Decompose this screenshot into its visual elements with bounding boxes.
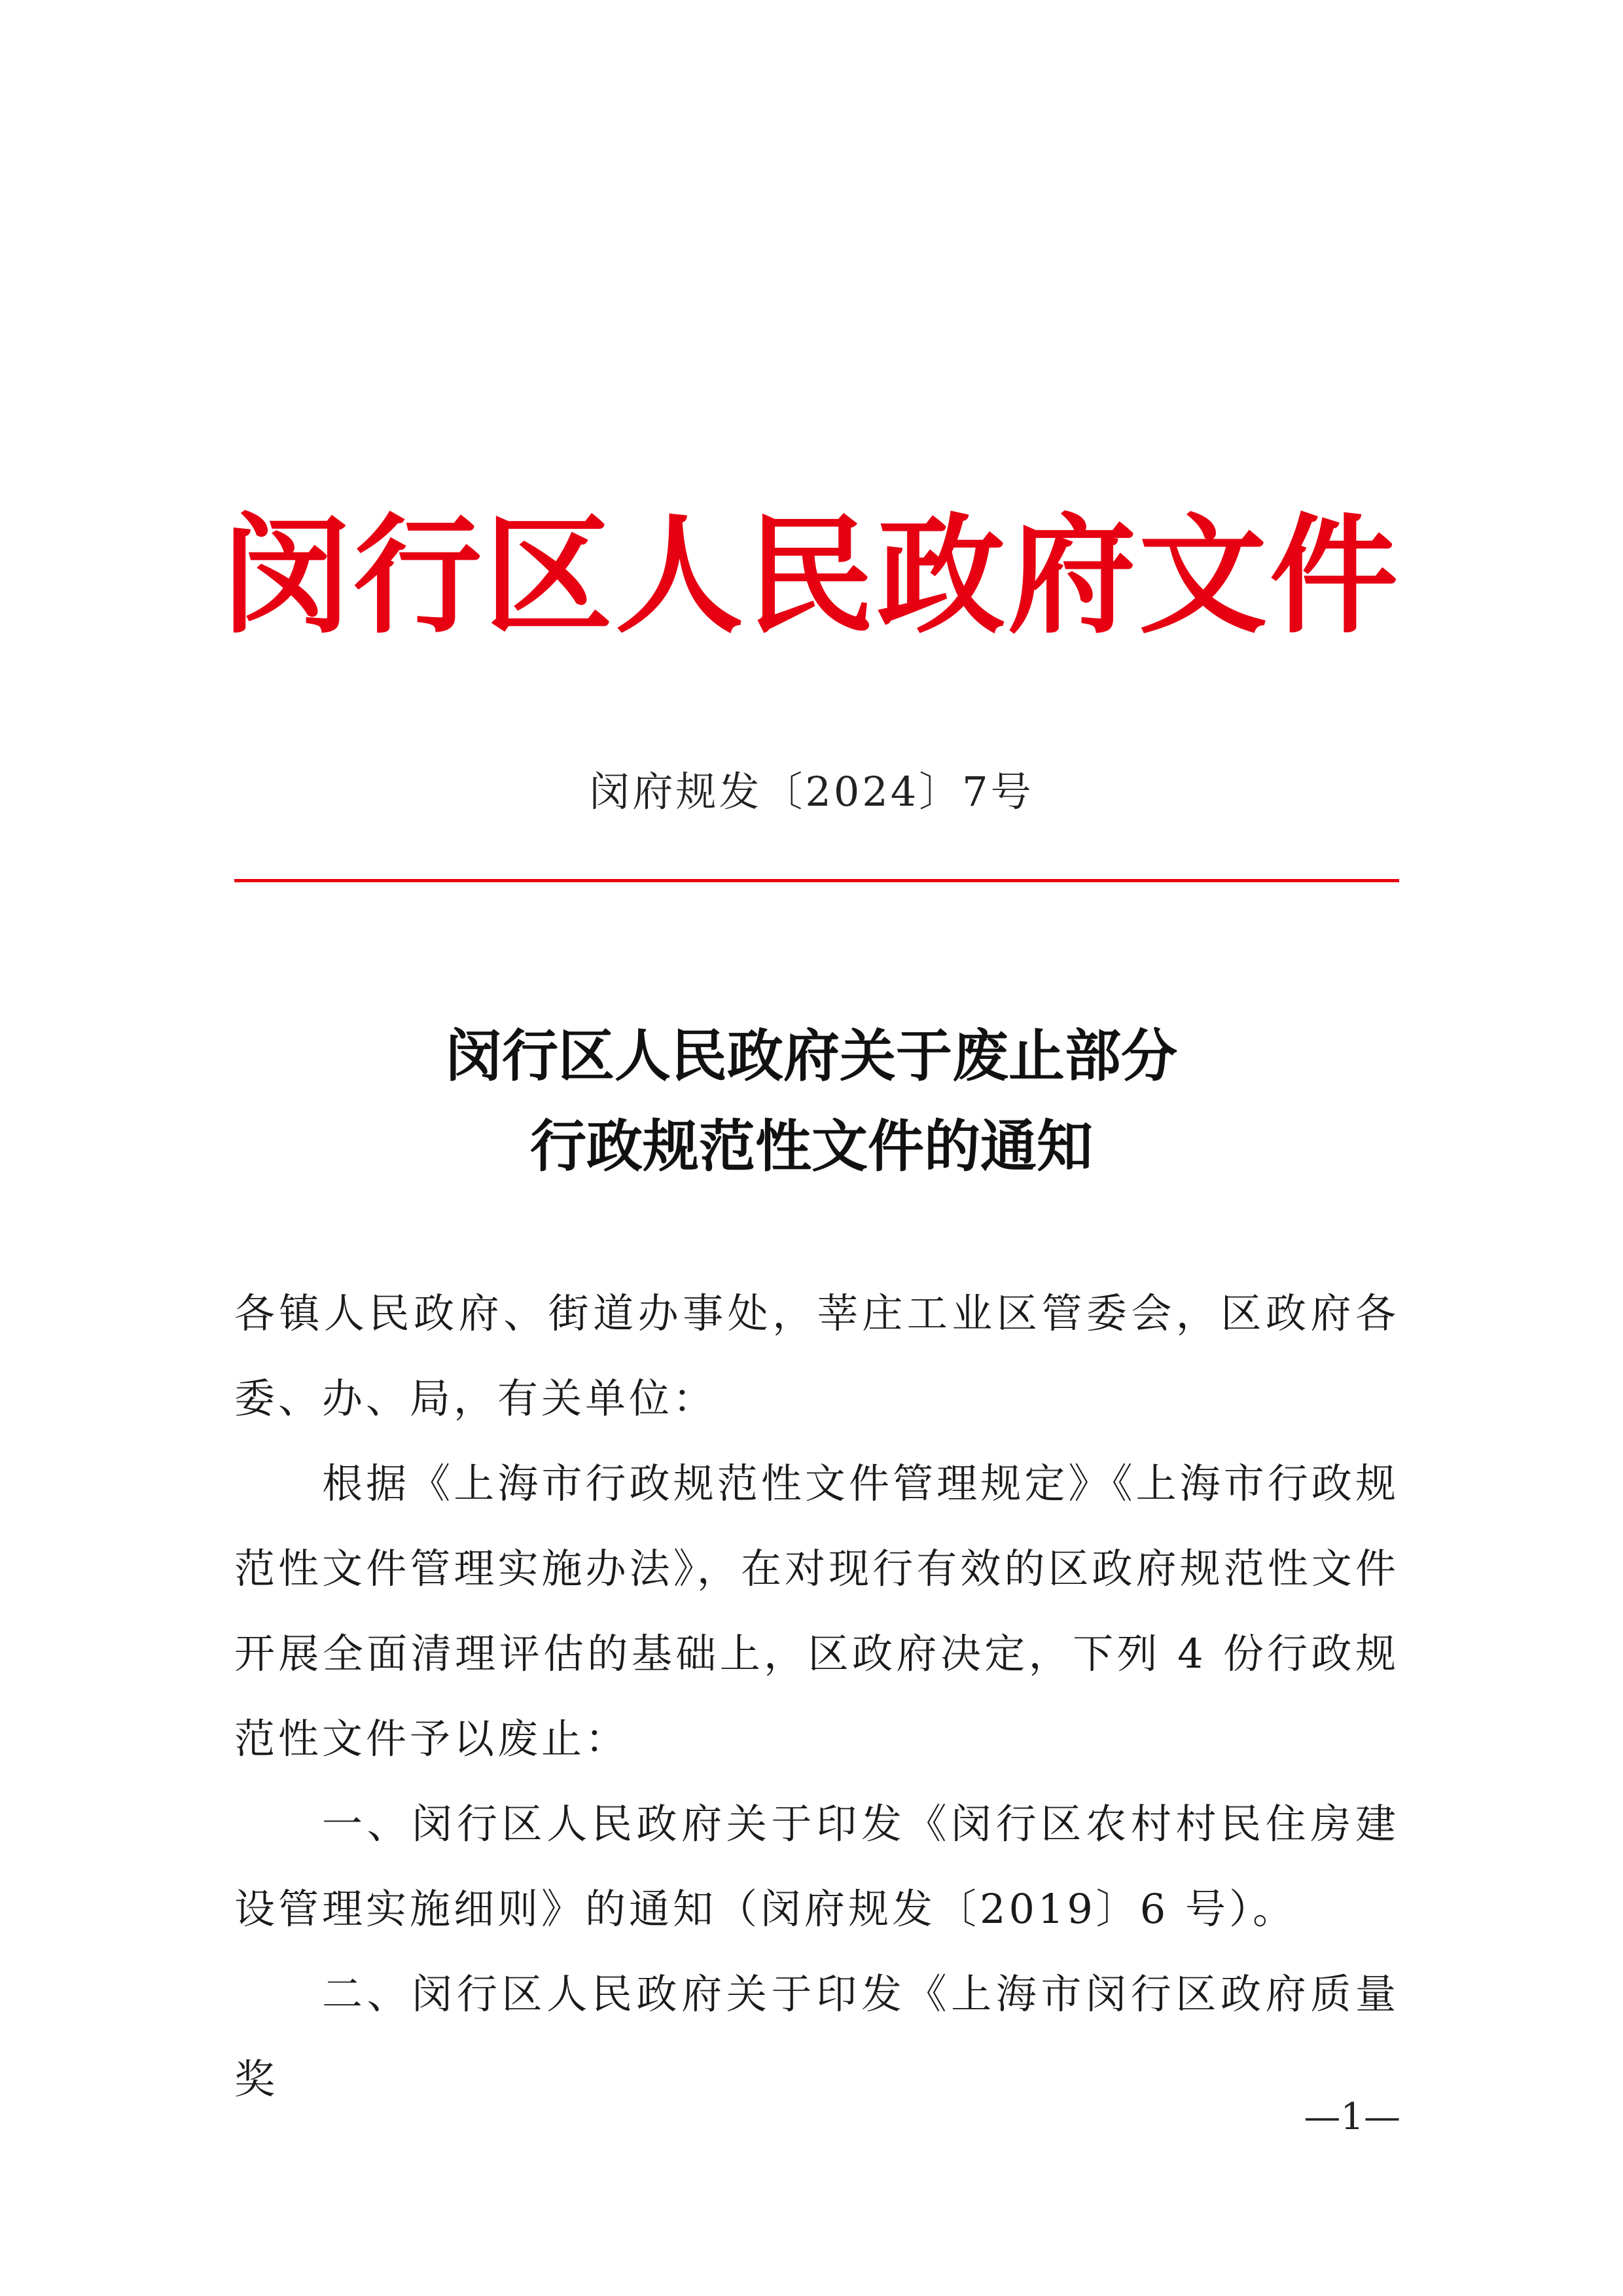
document-title <box>0 1011 1623 1192</box>
red-separator-line <box>234 879 1399 882</box>
title-line-1: 闵行区人民政府关于废止部分 <box>446 1023 1177 1089</box>
intro-paragraph: 根据《上海市行政规范性文件管理规定》《上海市行政规范性文件管理实施办法》，在对现行有效的区政府规范性文件开展全面清理评估的基础上，区政府决定，下列 4 份行政规范性文件予以废止： <box>234 1460 1399 1763</box>
document-body <box>234 1271 1399 2122</box>
masthead: 闵行区人民政府文件 <box>222 501 1400 651</box>
list-item-1: 一、闵行区人民政府关于印发《闵行区农村村民住房建设管理实施细则》的通知（闵府规发〔2019〕6 号）。 <box>234 1800 1399 1933</box>
salutation: 各镇人民政府、街道办事处，莘庄工业区管委会，区政府各委、办、局，有关单位： <box>234 1289 1399 1422</box>
document-number: 闵府规发〔2024〕7号 <box>589 768 1034 816</box>
list-item-2: 二、闵行区人民政府关于印发《上海市闵行区政府质量奖 <box>234 1970 1399 2103</box>
title-line-2: 行政规范性文件的通知 <box>530 1113 1093 1179</box>
page-number: —1— <box>1304 2096 1400 2138</box>
